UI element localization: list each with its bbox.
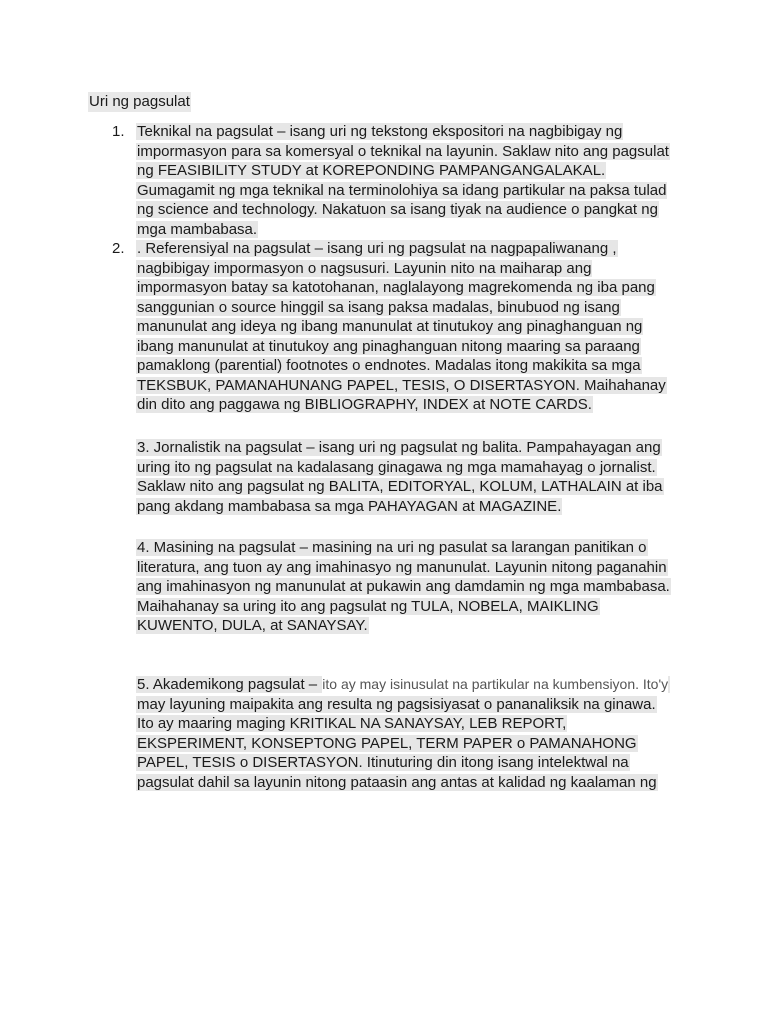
list-item-1 xyxy=(0,122,768,239)
list-item-number: 1. xyxy=(112,123,125,140)
paragraph-text-rest: may layuning maipakita ang resulta ng pagsisiyasat o pananaliksik na ginawa. Ito ay maaring maging KRITIKAL NA SANAYSAY, LEB REPORT, EKSPERIMENT, KONSEPTONG PAPEL, TERM PAPER o PAMANAHONG PAPEL, TESIS o DISERTASYON. Itinuturing din itong isang intelektwal na pagsulat dahil sa layunin nitong pataasin ang antas at kalidad ng kaalaman ng xyxy=(136,676,670,791)
list-item-2 xyxy=(0,239,768,415)
list-item-text: Teknikal na pagsulat – isang uri ng tekstong ekspositori na nagbibigay ng impormasyon para sa komersyal o teknikal na layunin. Saklaw nito ang pagsulat ng FEASIBILITY STUDY at KOREPONDING PAMPANGANGALAKAL. Gumagamit ng mga teknikal na terminolohiya sa idang partikular na paksa tulad ng science and technology. Nakatuon sa isang tiyak na audience o pangkat ng mga mambabasa. xyxy=(137,123,669,238)
document-title: Uri ng pagsulat xyxy=(89,93,190,110)
paragraph-text: 3. Jornalistik na pagsulat – isang uri ng pagsulat ng balita. Pampahayagan ang uring ito ng pagsulat na kadalasang ginagawa ng mga mamahayag o jornalist. Saklaw nito ang pagsulat ng BALITA, EDITORYAL, KOLUM, LATHALAIN at iba pang akdang mambabasa sa mga PAHAYAGAN at MAGAZINE. xyxy=(137,439,663,515)
paragraph-text-light: ito ay may isinusulat na partikular na kumbensiyon. Ito'y xyxy=(322,676,669,692)
paragraph-akademiko xyxy=(136,675,676,792)
numbered-list xyxy=(0,122,768,415)
paragraph-jornalistik xyxy=(136,438,676,516)
list-item-number: 2. xyxy=(112,240,125,257)
list-item-text: . Referensiyal na pagsulat – isang uri ng pagsulat na nagpapaliwanang , nagbibigay impormasyon o nagsusuri. Layunin nito na maiharap ang impormasyon batay sa katotohanan, naglalayong magrekomenda ng iba pang sanggunian o source hinggil sa isang paksa madalas, binubuod ng isang manunulat ang ideya ng ibang manunulat at tinutukoy ang pinaghanguan ng ibang manunulat at tinutukoy ang pinaghanguan nitong maaring sa paraang pamaklong (parential) footnotes o endnotes. Madalas itong makikita sa mga TEKSBUK, PAMANAHUNANG PAPEL, TESIS, O DISERTASYON. Maihahanay din dito ang paggawa ng BIBLIOGRAPHY, INDEX at NOTE CARDS. xyxy=(137,240,666,413)
paragraph-masining xyxy=(136,538,676,636)
paragraph-text-start: 5. Akademikong pagsulat – xyxy=(137,676,322,693)
paragraph-text: 4. Masining na pagsulat – masining na uri ng pasulat sa larangan panitikan o literatura, ang tuon ay ang imahinasyo ng manunulat. Layunin nitong paganahin ang imahinasyon ng manunulat at pukawin ang damdamin ng mga mambabasa. Maihahanay sa uring ito ang pagsulat ng TULA, NOBELA, MAIKLING KUWENTO, DULA, at SANAYSAY. xyxy=(137,539,670,634)
